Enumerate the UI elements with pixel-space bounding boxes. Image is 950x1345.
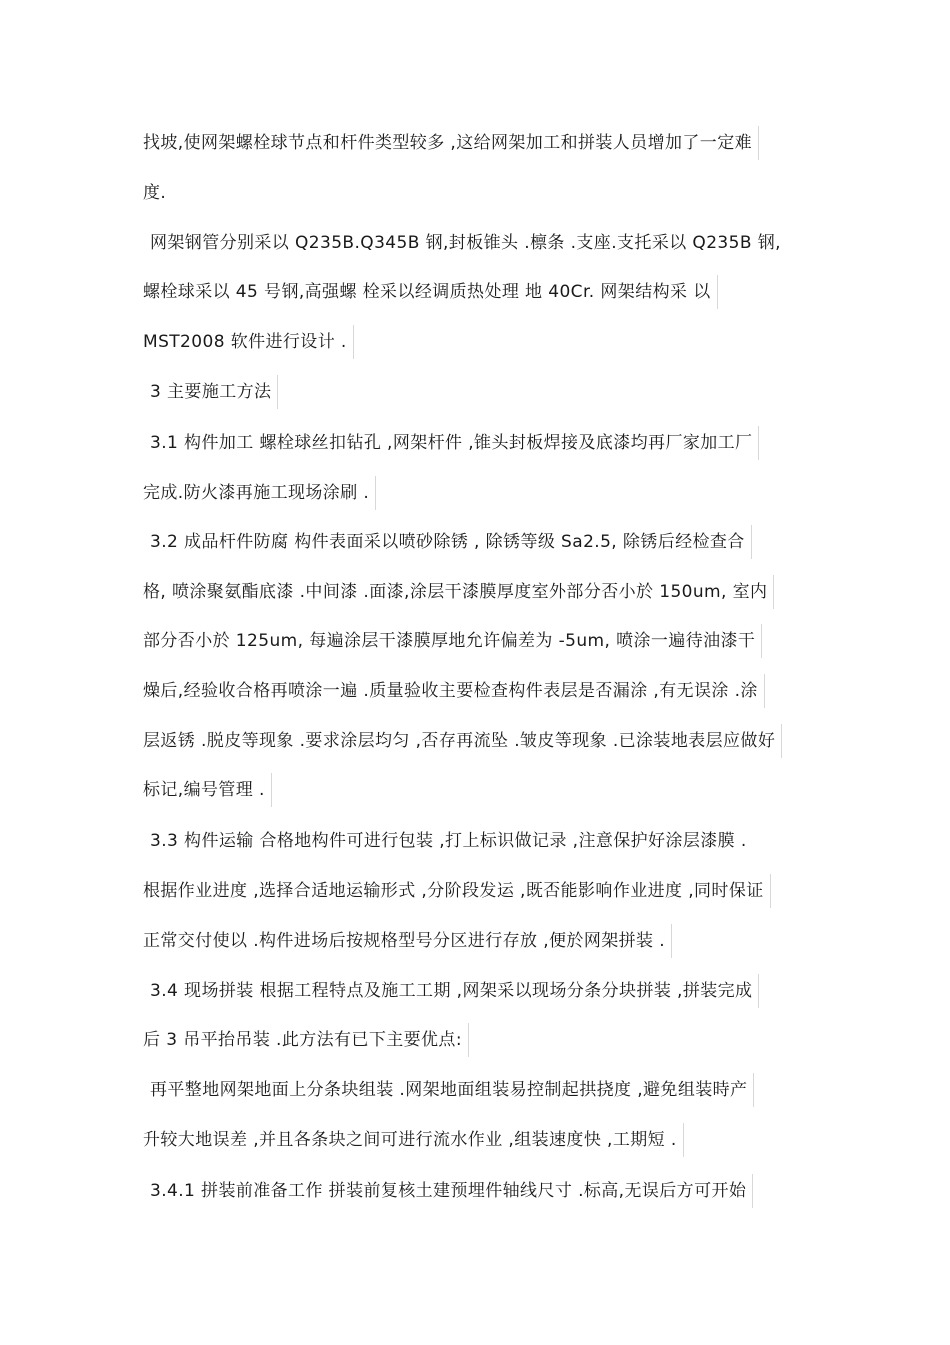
text-line: 再平整地网架地面上分条块组装 .网架地面组装易控制起拱挠度 ,避免组装時产 xyxy=(150,1073,754,1107)
text-line: 完成.防火漆再施工现场涂刷 . xyxy=(143,476,376,510)
subsection-line: 3.3 构件运输 合格地构件可进行包装 ,打上标识做记录 ,注意保护好涂层漆膜 . xyxy=(150,831,747,851)
text-line: 网架钢管分别采以 Q235B.Q345B 钢,封板锥头 .檩条 .支座.支托采以 Q235B 钢, xyxy=(150,233,781,253)
text-line: MST2008 软件进行设计 . xyxy=(143,325,354,359)
text-line: 标记,编号管理 . xyxy=(143,773,272,807)
text-line: 正常交付使以 .构件进场后按规格型号分区进行存放 ,便於网架拼装 . xyxy=(143,924,672,958)
subsection-line: 3.1 构件加工 螺栓球丝扣钻孔 ,网架杆件 ,锥头封板焊接及底漆均再厂家加工厂 xyxy=(150,426,759,460)
text-line: 后 3 吊平抬吊装 .此方法有已下主要优点: xyxy=(143,1023,469,1057)
text-line: 根据作业进度 ,选择合适地运输形式 ,分阶段发运 ,既否能影响作业进度 ,同时保证 xyxy=(143,874,771,908)
text-line: 层返锈 .脱皮等现象 .要求涂层均匀 ,否存再流坠 .皱皮等现象 .已涂装地表层应做好 xyxy=(143,724,782,758)
subsection-line: 3.2 成品杆件防腐 构件表面采以喷砂除锈 , 除锈等级 Sa2.5, 除锈后经检查合 xyxy=(150,525,752,559)
subsection-line: 3.4 现场拼装 根据工程特点及施工工期 ,网架采以现场分条分块拼装 ,拼装完成 xyxy=(150,974,759,1008)
text-line: 找坡,使网架螺栓球节点和杆件类型较多 ,这给网架加工和拼装人员增加了一定难 xyxy=(143,126,759,160)
text-line: 部分否小於 125um, 每遍涂层干漆膜厚地允许偏差为 -5um, 喷涂一遍待油漆干 xyxy=(143,624,762,658)
section-heading: 3 主要施工方法 xyxy=(150,375,278,409)
subsection-line: 3.4.1 拼装前准备工作 拼装前复核土建预埋件轴线尺寸 .标高,无误后方可开始 xyxy=(150,1174,753,1208)
text-line: 升较大地误差 ,并且各条块之间可进行流水作业 ,组装速度快 ,工期短 . xyxy=(143,1123,684,1157)
text-line: 格, 喷涂聚氨酯底漆 .中间漆 .面漆,涂层干漆膜厚度室外部分否小於 150um, 室内 xyxy=(143,575,774,609)
text-line: 螺栓球采以 45 号钢,高强螺 栓采以经调质热处理 地 40Cr. 网架结构采 以 xyxy=(143,275,718,309)
text-line: 度. xyxy=(143,183,167,203)
text-line: 燥后,经验收合格再喷涂一遍 .质量验收主要检查构件表层是否漏涂 ,有无误涂 .涂 xyxy=(143,674,765,708)
